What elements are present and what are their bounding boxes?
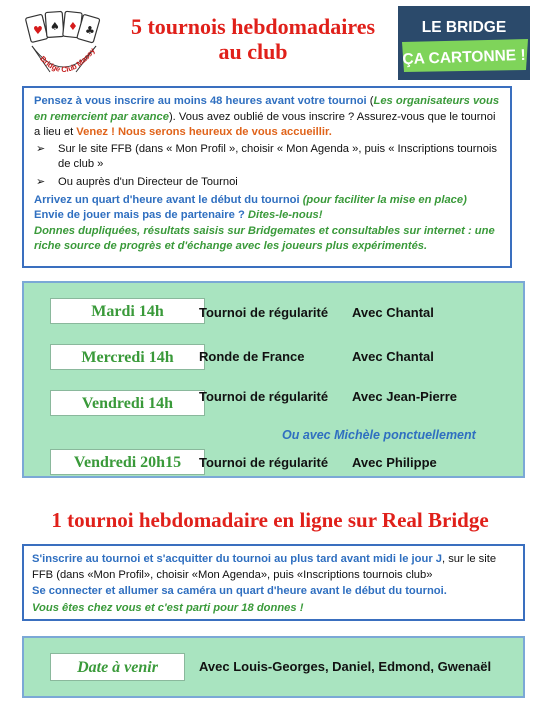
info-paragraph: Pensez à vous inscrire au moins 48 heures avant votre tournoi (Les organisateurs vous en remercient par avance). Vous avez oublié de vous inscrire ? Assurez-vous que le tournoi a lieu et Venez ! Nous serons heureux de vous accueillir. — [34, 95, 500, 139]
bridge-club-logo — [22, 10, 104, 88]
tournament-type: Ronde de France — [199, 349, 305, 364]
tournament-type: Tournoi de régularité — [199, 389, 329, 404]
online-directors: Avec Louis-Georges, Daniel, Edmond, Gwenaël — [199, 659, 492, 674]
online-line-3: Vous êtes chez vous et c'est parti pour 18 donnes ! — [32, 601, 304, 614]
arrow-bullet-icon: ➢ — [36, 175, 46, 188]
svg-text:♣: ♣ — [85, 24, 95, 37]
bullet-director: ➢ Ou auprès d'un Directeur de Tournoi — [34, 175, 500, 191]
title-line-1: 5 tournois hebdomadaires — [130, 14, 376, 39]
day-slot: Mercredi 14h — [50, 344, 205, 370]
date-slot: Date à venir — [50, 653, 185, 681]
svg-text:♦: ♦ — [68, 20, 78, 33]
svg-text:♠: ♠ — [50, 20, 60, 33]
schedule-panel — [22, 281, 525, 478]
online-info-box — [22, 544, 525, 621]
arrow-bullet-icon: ➢ — [36, 142, 46, 155]
registration-info-box — [22, 86, 512, 268]
schedule-note: Ou avec Michèle ponctuellement — [282, 428, 476, 442]
page-title — [108, 14, 398, 64]
tournament-type: Tournoi de régularité — [199, 455, 329, 470]
bullet-ffb: ➢ Sur le site FFB (dans « Mon Profil », choisir « Mon Agenda », puis « Inscriptions tournois de club » — [34, 142, 500, 173]
donnes-line: Donnes dupliquées, résultats saisis sur Bridgemates et consultables sur internet : une riche source de progrès et d'échange avec les joueurs plus expérimentés. — [34, 224, 495, 253]
day-slot: Vendredi 20h15 — [50, 449, 205, 475]
slogan-badge — [398, 6, 530, 80]
tournament-type: Tournoi de régularité — [199, 305, 329, 320]
partner-line: Envie de jouer mais pas de partenaire ? Dites-le-nous! — [34, 209, 323, 222]
online-schedule-panel — [22, 636, 525, 698]
online-line-1: S'inscrire au tournoi et s'acquitter du tournoi au plus tard avant midi le jour J, sur le site FFB (dans «Mon Profil», choisir «Mon Agenda», puis «Inscriptions tournois club» — [32, 553, 497, 582]
day-slot: Vendredi 14h — [50, 390, 205, 416]
director-name: Avec Philippe — [352, 455, 437, 470]
svg-text:Bridge Club Massy: Bridge Club Massy — [38, 46, 97, 75]
online-line-2: Se connecter et allumer sa caméra un quart d'heure avant le début du tournoi. — [32, 585, 447, 598]
day-slot: Mardi 14h — [50, 298, 205, 324]
badge-line-2: ÇA CARTONNE ! — [402, 46, 526, 69]
badge-line-1: LE BRIDGE — [421, 19, 507, 36]
director-name: Avec Chantal — [352, 349, 434, 364]
online-section-title: 1 tournoi hebdomadaire en ligne sur Real Bridge — [51, 508, 489, 532]
svg-text:♥: ♥ — [33, 24, 43, 37]
arrive-line: Arrivez un quart d'heure avant le début du tournoi (pour faciliter la mise en place) — [34, 193, 467, 206]
director-name: Avec Chantal — [352, 305, 434, 320]
title-line-2: au club — [218, 39, 288, 64]
director-name: Avec Jean-Pierre — [352, 389, 458, 404]
